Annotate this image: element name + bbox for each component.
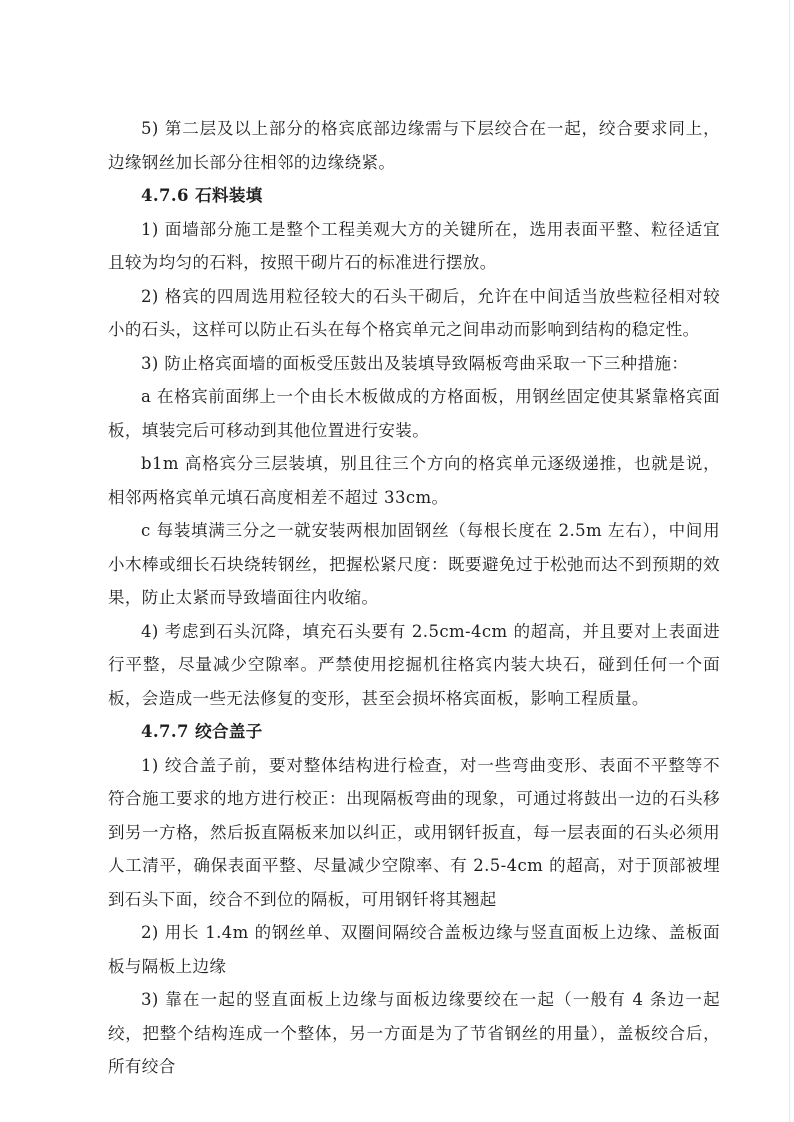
paragraph-lid-item-3: 3) 靠在一起的竖直面板上边缘与面板边缘要绞在一起（一般有 4 条边一起绞，把整个结构连成一个整体，另一方面是为了节省钢丝的用量），盖板绞合后，所有绞合 [108, 990, 720, 1076]
scan-edge-line [789, 0, 790, 1122]
paragraph-measure-c: c 每装填满三分之一就安装两根加固钢丝（每根长度在 2.5m 左右），中间用小木棒或细长石块绕转钢丝，把握松紧尺度：既要避免过于松弛而达不到预期的效果，防止太紧而导致墙面往内收缩。 [108, 521, 720, 607]
paragraph-item-1-facing-wall: 1) 面墙部分施工是整个工程美观大方的关键所在，选用表面平整、粒径适宜且较为均匀的石料，按照干砌片石的标准进行摆放。 [108, 219, 720, 272]
paragraph-measure-a: a 在格宾前面绑上一个由长木板做成的方格面板，用钢丝固定使其紧靠格宾面板，填装完后可移动到其他位置进行安装。 [108, 387, 720, 440]
paragraph-lid-item-2: 2) 用长 1.4m 的钢丝单、双圈间隔绞合盖板边缘与竖直面板上边缘、盖板面板与隔板上边缘 [108, 923, 720, 976]
section-heading-4-7-6: 4.7.6 石料装填 [141, 186, 263, 205]
paragraph-item-5: 5) 第二层及以上部分的格宾底部边缘需与下层绞合在一起，绞合要求同上，边缘钢丝加长部分往相邻的边缘绕紧。 [108, 119, 720, 172]
document-body [108, 112, 720, 1084]
section-heading-4-7-7: 4.7.7 绞合盖子 [141, 722, 263, 741]
paragraph-measure-b: b1m 高格宾分三层装填，别且往三个方向的格宾单元逐级递推，也就是说，相邻两格宾单元填石高度相差不超过 33cm。 [108, 454, 720, 507]
paragraph-item-2-perimeter-stones: 2) 格宾的四周选用粒径较大的石头干砌后，允许在中间适当放些粒径相对较小的石头，这样可以防止石头在每个格宾单元之间串动而影响到结构的稳定性。 [108, 286, 720, 339]
paragraph-item-3-measures: 3) 防止格宾面墙的面板受压鼓出及装填导致隔板弯曲采取一下三种措施： [141, 353, 689, 373]
paragraph-lid-item-1: 1) 绞合盖子前，要对整体结构进行检查，对一些弯曲变形、表面不平整等不符合施工要求的地方进行校正：出现隔板弯曲的现象，可通过将鼓出一边的石头移到另一方格，然后扳直隔板来加以纠正，或用钢钎扳直，每一层表面的石头必须用人工清平，确保表面平整、尽量减少空隙率、有 2.5-4cm 的超高，对于顶部被埋到石头下面，绞合不到位的隔板，可用钢钎将其翘起 [108, 755, 720, 909]
paragraph-item-4-settlement: 4) 考虑到石头沉降，填充石头要有 2.5cm-4cm 的超高，并且要对上表面进行平整，尽量减少空隙率。严禁使用挖掘机往格宾内装大块石，碰到任何一个面板，会造成一些无法修复的变形，甚至会损坏格宾面板，影响工程质量。 [108, 621, 720, 708]
